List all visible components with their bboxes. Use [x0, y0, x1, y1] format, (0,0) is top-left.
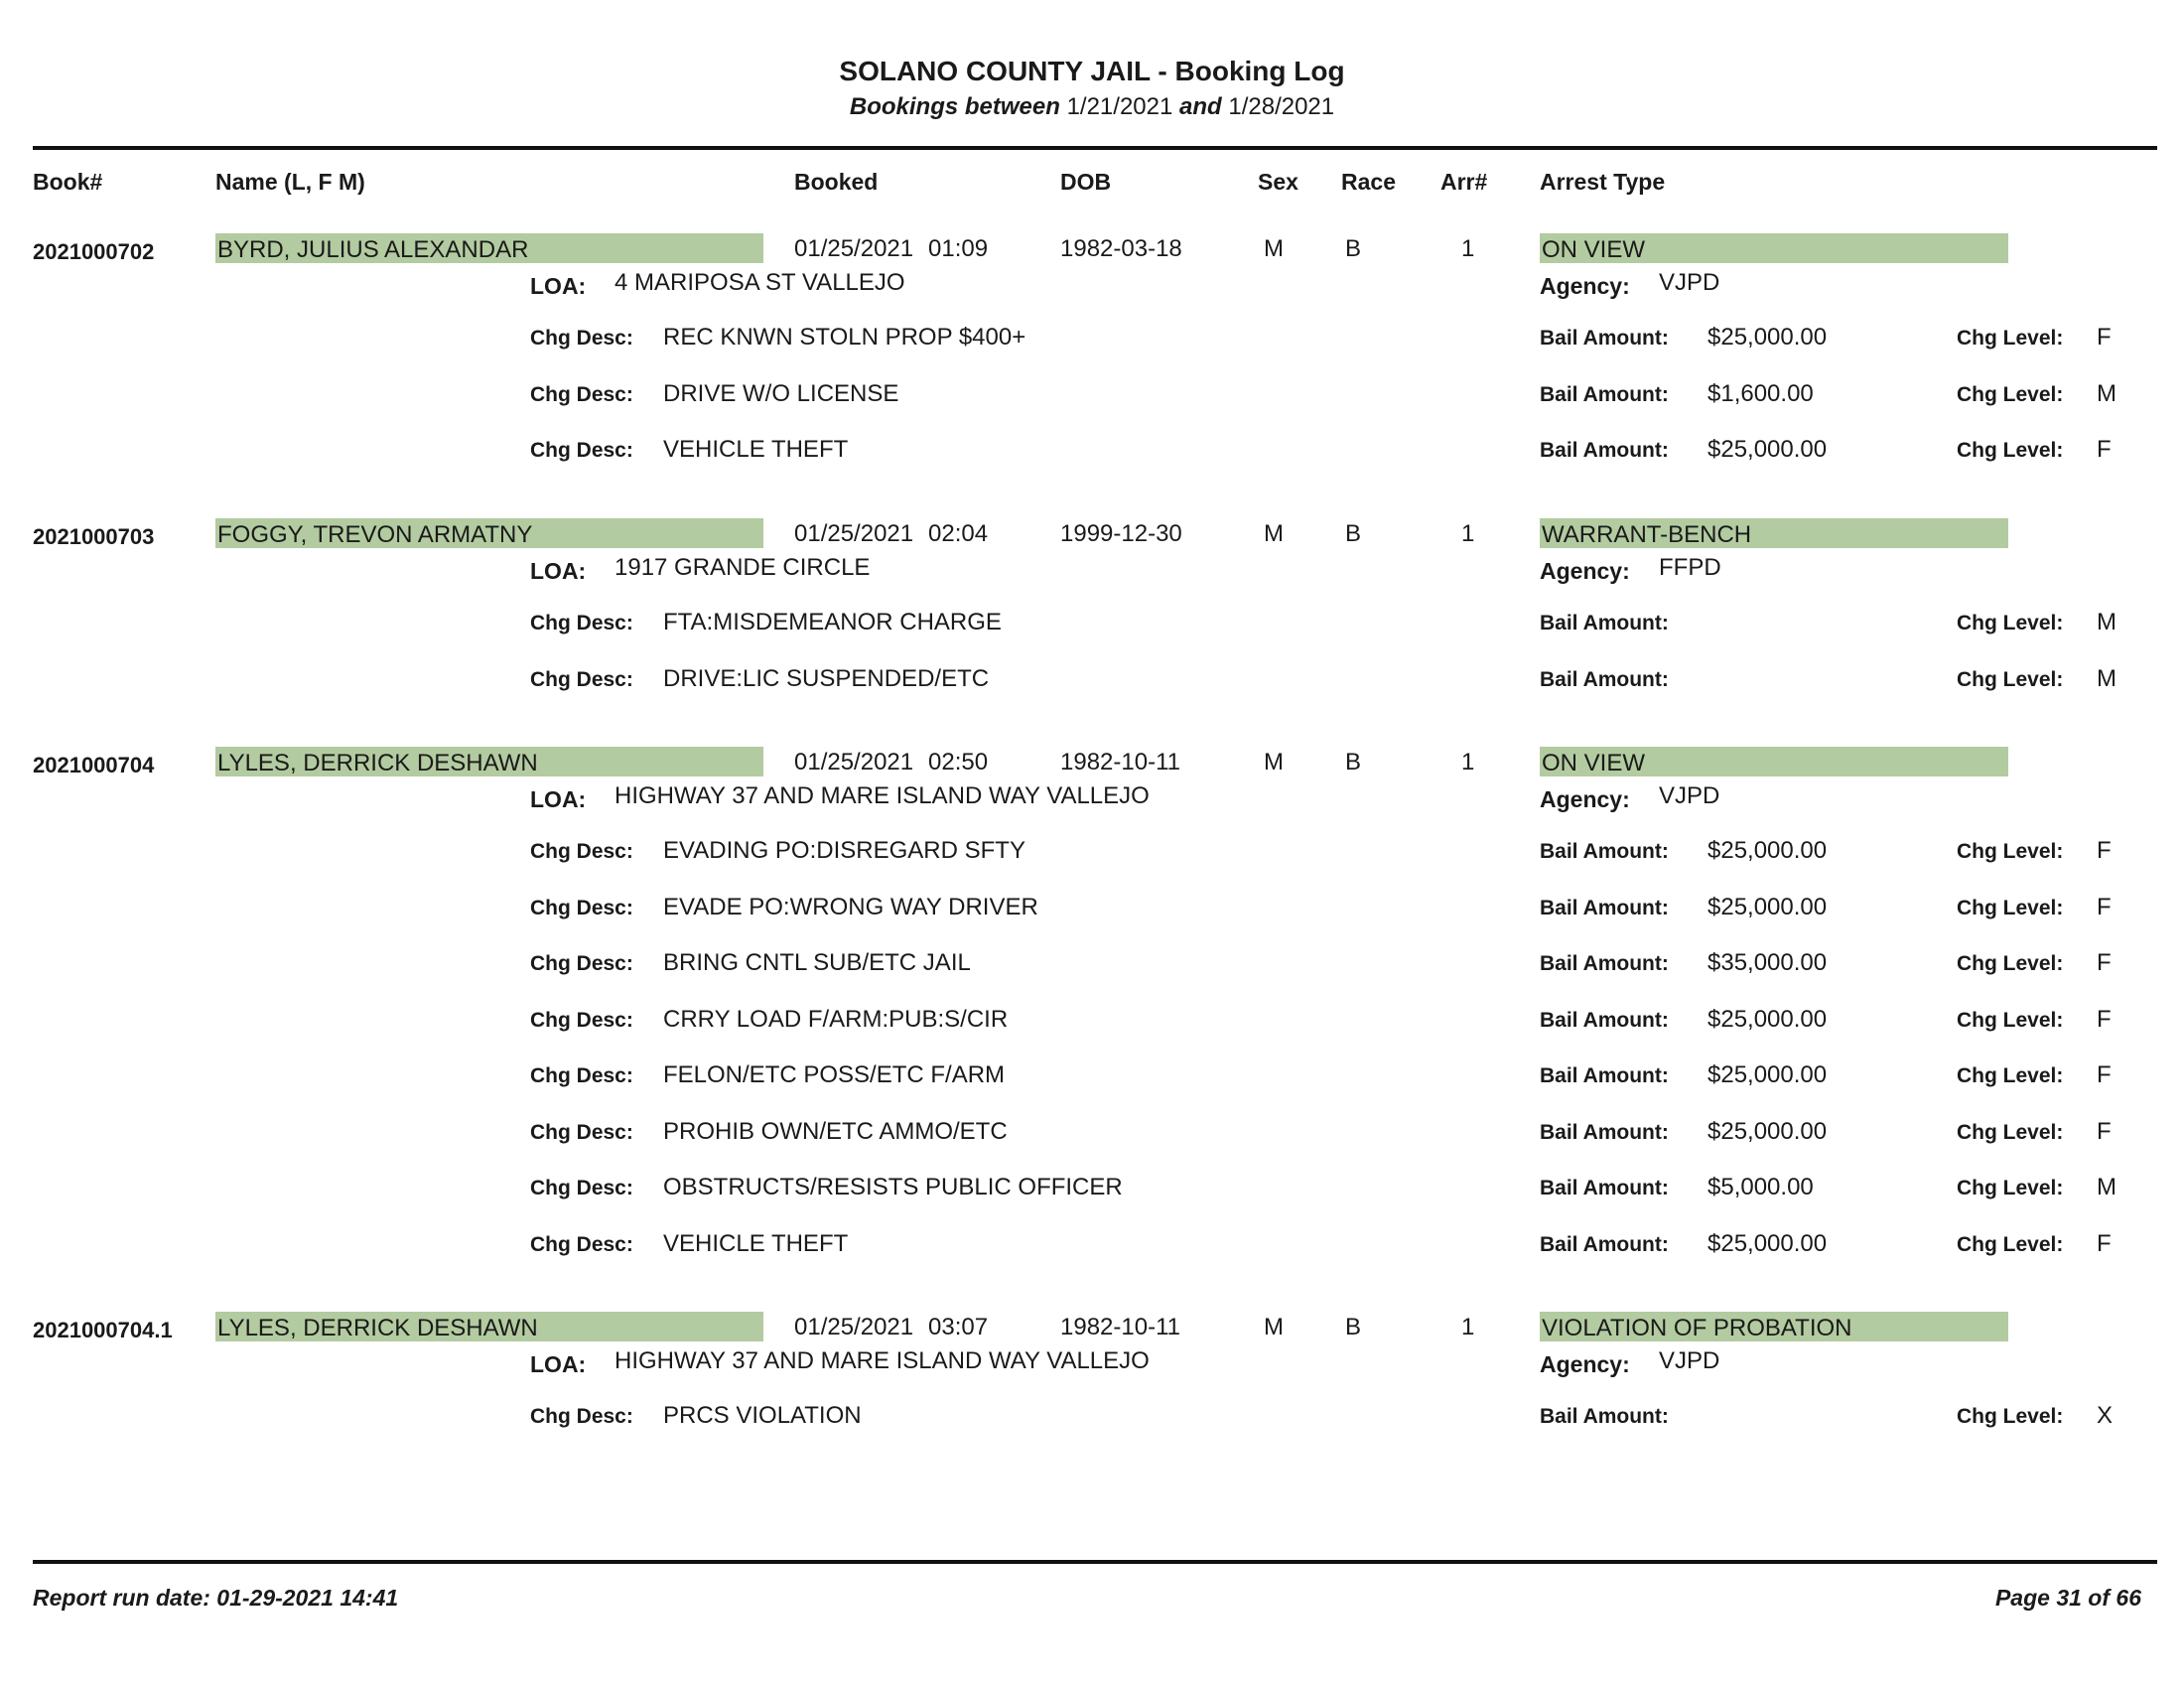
col-dob: DOB	[1060, 169, 1112, 195]
charge-level: F	[2097, 1230, 2112, 1257]
charge-desc: OBSTRUCTS/RESISTS PUBLIC OFFICER	[663, 1174, 1123, 1200]
sex: M	[1264, 520, 1284, 547]
date-of-birth: 1999-12-30	[1060, 520, 1182, 547]
charge-level-label: Chg Level:	[1957, 1405, 2064, 1428]
charge-level-label: Chg Level:	[1957, 612, 2064, 634]
charge-desc: DRIVE:LIC SUSPENDED/ETC	[663, 665, 990, 692]
arrest-type: ON VIEW	[1540, 233, 2008, 263]
agency-label: Agency:	[1540, 273, 1630, 299]
loa-value: HIGHWAY 37 AND MARE ISLAND WAY VALLEJO	[614, 1347, 1150, 1374]
race: B	[1345, 749, 1362, 775]
sex: M	[1264, 749, 1284, 775]
bail-amount-label: Bail Amount:	[1540, 1233, 1669, 1256]
booking-number: 2021000702	[33, 239, 155, 264]
booked-date: 01/25/2021	[794, 1314, 914, 1340]
bail-amount-label: Bail Amount:	[1540, 668, 1669, 691]
charge-level-label: Chg Level:	[1957, 952, 2064, 975]
charge-desc: REC KNWN STOLN PROP $400+	[663, 324, 1026, 351]
charge-level: M	[2097, 380, 2116, 407]
charge-level: F	[2097, 894, 2112, 920]
charge-level: M	[2097, 665, 2116, 692]
subtitle-prefix: Bookings between	[849, 93, 1060, 120]
col-booked: Booked	[794, 169, 879, 195]
charge-desc: FELON/ETC POSS/ETC F/ARM	[663, 1061, 1006, 1088]
charge-level: F	[2097, 1118, 2112, 1145]
race: B	[1345, 235, 1362, 262]
charge-desc-label: Chg Desc:	[530, 840, 633, 863]
charge-level: F	[2097, 837, 2112, 864]
bail-amount-label: Bail Amount:	[1540, 1405, 1669, 1428]
loa-label: LOA:	[530, 1351, 587, 1377]
booked-date: 01/25/2021	[794, 749, 914, 775]
arrest-number: 1	[1461, 235, 1475, 262]
report-title: SOLANO COUNTY JAIL - Booking Log	[839, 56, 1345, 86]
agency-label: Agency:	[1540, 1351, 1630, 1377]
bail-amount-label: Bail Amount:	[1540, 383, 1669, 406]
charge-desc-label: Chg Desc:	[530, 1233, 633, 1256]
race: B	[1345, 520, 1362, 547]
charge-level-label: Chg Level:	[1957, 383, 2064, 406]
charge-desc: BRING CNTL SUB/ETC JAIL	[663, 949, 971, 976]
sex: M	[1264, 235, 1284, 262]
charge-level: M	[2097, 1174, 2116, 1200]
charge-desc: DRIVE W/O LICENSE	[663, 380, 899, 407]
charge-desc-label: Chg Desc:	[530, 1121, 633, 1144]
charge-desc-label: Chg Desc:	[530, 327, 633, 350]
charge-level: F	[2097, 436, 2112, 463]
arrest-type: VIOLATION OF PROBATION	[1540, 1312, 2008, 1341]
charge-level: X	[2097, 1402, 2114, 1429]
charge-level: F	[2097, 949, 2112, 976]
bail-amount-label: Bail Amount:	[1540, 1009, 1669, 1032]
date-of-birth: 1982-03-18	[1060, 235, 1182, 262]
loa-value: 4 MARIPOSA ST VALLEJO	[614, 269, 905, 296]
date-of-birth: 1982-10-11	[1060, 749, 1180, 775]
report-subtitle	[0, 93, 2184, 121]
header-rule	[33, 146, 2157, 150]
bail-amount-label: Bail Amount:	[1540, 1121, 1669, 1144]
bail-amount: $25,000.00	[1707, 1230, 1828, 1257]
col-name: Name (L, F M)	[215, 169, 365, 195]
arrest-number: 1	[1461, 749, 1475, 775]
charge-level-label: Chg Level:	[1957, 327, 2064, 350]
col-arr: Arr#	[1440, 169, 1488, 195]
charge-desc-label: Chg Desc:	[530, 668, 633, 691]
page-number: Page 31 of 66	[1994, 1585, 2141, 1611]
charge-desc: CRRY LOAD F/ARM:PUB:S/CIR	[663, 1006, 1009, 1033]
bail-amount-label: Bail Amount:	[1540, 1177, 1669, 1199]
inmate-name: LYLES, DERRICK DESHAWN	[215, 1312, 763, 1341]
charge-desc: PROHIB OWN/ETC AMMO/ETC	[663, 1118, 1008, 1145]
agency-value: VJPD	[1659, 1347, 1720, 1374]
charge-level: F	[2097, 1061, 2112, 1088]
bail-amount-label: Bail Amount:	[1540, 327, 1669, 350]
charge-desc-label: Chg Desc:	[530, 612, 633, 634]
charge-desc: VEHICLE THEFT	[663, 1230, 849, 1257]
bail-amount: $1,600.00	[1707, 380, 1814, 407]
loa-label: LOA:	[530, 786, 587, 812]
charge-level: M	[2097, 609, 2116, 635]
start-date: 1/21/2021	[1066, 93, 1173, 120]
bail-amount-label: Bail Amount:	[1540, 952, 1669, 975]
loa-label: LOA:	[530, 558, 587, 584]
bail-amount-label: Bail Amount:	[1540, 840, 1669, 863]
loa-label: LOA:	[530, 273, 587, 299]
charge-desc-label: Chg Desc:	[530, 1009, 633, 1032]
col-book: Book#	[33, 169, 103, 195]
race: B	[1345, 1314, 1362, 1340]
loa-value: 1917 GRANDE CIRCLE	[614, 554, 871, 581]
bail-amount: $25,000.00	[1707, 1006, 1828, 1033]
booked-time: 02:04	[928, 520, 989, 547]
col-arrest-type: Arrest Type	[1540, 169, 1666, 195]
agency-value: FFPD	[1659, 554, 1721, 581]
booking-number: 2021000704.1	[33, 1318, 173, 1342]
charge-level-label: Chg Level:	[1957, 1177, 2064, 1199]
inmate-name: LYLES, DERRICK DESHAWN	[215, 747, 763, 776]
bail-amount-label: Bail Amount:	[1540, 612, 1669, 634]
arrest-type: WARRANT-BENCH	[1540, 518, 2008, 548]
charge-desc-label: Chg Desc:	[530, 439, 633, 462]
charge-level-label: Chg Level:	[1957, 897, 2064, 919]
bail-amount-label: Bail Amount:	[1540, 439, 1669, 462]
subtitle-mid: and	[1179, 93, 1222, 120]
agency-value: VJPD	[1659, 269, 1720, 296]
charge-desc: PRCS VIOLATION	[663, 1402, 862, 1429]
charge-level: F	[2097, 324, 2112, 351]
arrest-type: ON VIEW	[1540, 747, 2008, 776]
charge-desc: EVADE PO:WRONG WAY DRIVER	[663, 894, 1038, 920]
date-of-birth: 1982-10-11	[1060, 1314, 1180, 1340]
booking-number: 2021000703	[33, 524, 155, 549]
agency-label: Agency:	[1540, 558, 1630, 584]
charge-desc-label: Chg Desc:	[530, 1177, 633, 1199]
inmate-name: FOGGY, TREVON ARMATNY	[215, 518, 763, 548]
charge-desc-label: Chg Desc:	[530, 383, 633, 406]
agency-label: Agency:	[1540, 786, 1630, 812]
arrest-number: 1	[1461, 520, 1475, 547]
bail-amount: $25,000.00	[1707, 436, 1828, 463]
col-sex: Sex	[1258, 169, 1298, 195]
booked-date: 01/25/2021	[794, 520, 914, 547]
charge-level-label: Chg Level:	[1957, 1064, 2064, 1087]
charge-level-label: Chg Level:	[1957, 1233, 2064, 1256]
arrest-number: 1	[1461, 1314, 1475, 1340]
footer-rule	[33, 1560, 2157, 1564]
charge-level-label: Chg Level:	[1957, 1009, 2064, 1032]
bail-amount-label: Bail Amount:	[1540, 1064, 1669, 1087]
charge-desc-label: Chg Desc:	[530, 1405, 633, 1428]
charge-desc-label: Chg Desc:	[530, 952, 633, 975]
report-run-date: Report run date: 01-29-2021 14:41	[33, 1585, 399, 1611]
booked-date: 01/25/2021	[794, 235, 914, 262]
charge-desc: EVADING PO:DISREGARD SFTY	[663, 837, 1025, 864]
booking-number: 2021000704	[33, 753, 155, 777]
charge-desc: FTA:MISDEMEANOR CHARGE	[663, 609, 1002, 635]
bail-amount: $35,000.00	[1707, 949, 1828, 976]
booked-time: 02:50	[928, 749, 989, 775]
agency-value: VJPD	[1659, 782, 1720, 809]
bail-amount: $25,000.00	[1707, 1061, 1828, 1088]
charge-level: F	[2097, 1006, 2112, 1033]
bail-amount: $5,000.00	[1707, 1174, 1814, 1200]
charge-desc-label: Chg Desc:	[530, 897, 633, 919]
bail-amount: $25,000.00	[1707, 1118, 1828, 1145]
bail-amount-label: Bail Amount:	[1540, 897, 1669, 919]
inmate-name: BYRD, JULIUS ALEXANDAR	[215, 233, 763, 263]
charge-level-label: Chg Level:	[1957, 668, 2064, 691]
charge-desc: VEHICLE THEFT	[663, 436, 849, 463]
booked-time: 03:07	[928, 1314, 989, 1340]
end-date: 1/28/2021	[1228, 93, 1335, 120]
charge-level-label: Chg Level:	[1957, 439, 2064, 462]
charge-desc-label: Chg Desc:	[530, 1064, 633, 1087]
bail-amount: $25,000.00	[1707, 324, 1828, 351]
col-race: Race	[1341, 169, 1396, 195]
charge-level-label: Chg Level:	[1957, 840, 2064, 863]
bail-amount: $25,000.00	[1707, 894, 1828, 920]
charge-level-label: Chg Level:	[1957, 1121, 2064, 1144]
sex: M	[1264, 1314, 1284, 1340]
bail-amount: $25,000.00	[1707, 837, 1828, 864]
loa-value: HIGHWAY 37 AND MARE ISLAND WAY VALLEJO	[614, 782, 1150, 809]
booked-time: 01:09	[928, 235, 989, 262]
